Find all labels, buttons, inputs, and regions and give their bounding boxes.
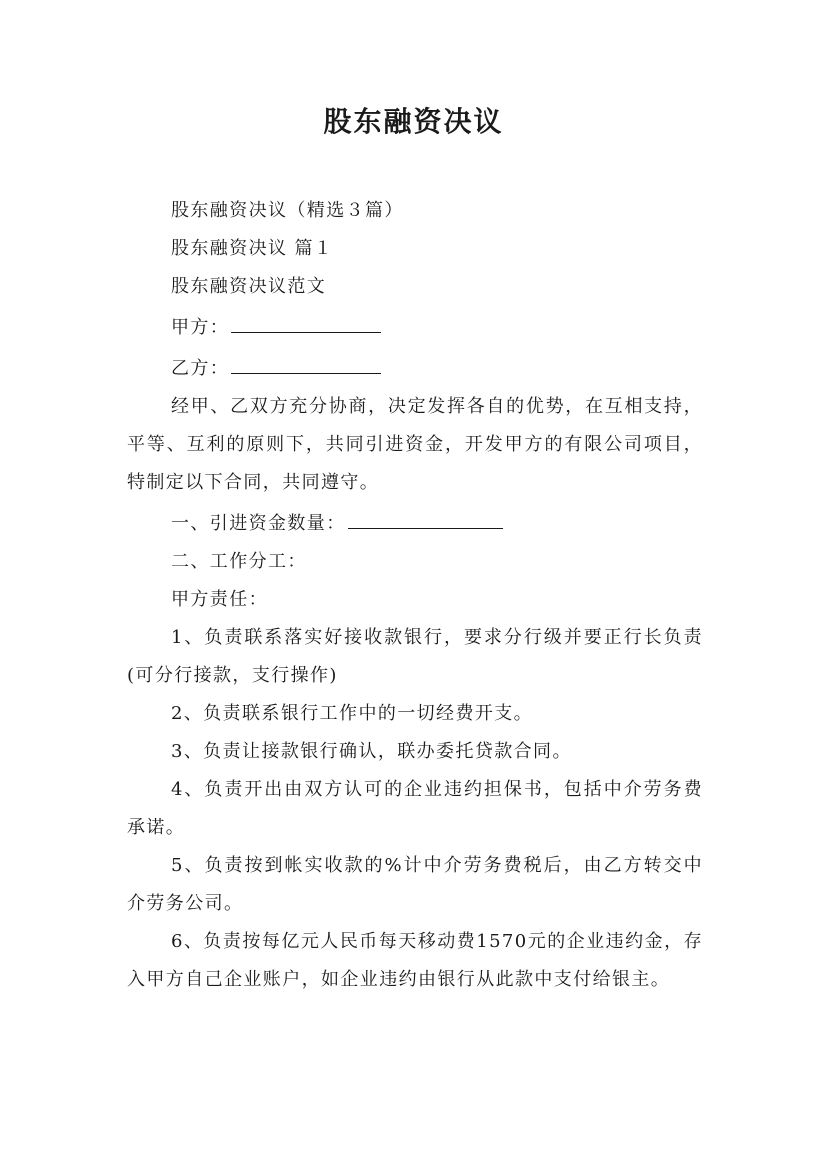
- paragraph-section-heading: 股东融资决议 篇１: [171, 238, 334, 259]
- paragraph-preamble: 经甲、乙双方充分协商，决定发挥各自的优势，在互相支持，平等、互利的原则下，共同引进资金，开发甲方的有限公司项目，特制定以下合同，共同遵守。: [127, 396, 703, 493]
- paragraph-duty-5: 5、负责按到帐实收款的%计中介劳务费税后，由乙方转交中介劳务公司。: [127, 855, 703, 914]
- paragraph-duty-3: 3、负责让接款银行确认，联办委托贷款合同。: [171, 741, 572, 762]
- funding-amount-label: 一、引进资金数量：: [171, 513, 346, 534]
- document-body: [127, 192, 703, 999]
- party-a-label: 甲方：: [171, 317, 230, 338]
- party-b-blank-line: [231, 347, 381, 374]
- paragraph-duty-2: 2、负责联系银行工作中的一切经费开支。: [171, 703, 534, 724]
- paragraph-party-b: [127, 347, 703, 388]
- paragraph-duty-1: 1、负责联系落实好接收款银行，要求分行级并要正行长负责(可分行接款，支行操作): [127, 627, 703, 686]
- party-a-blank-line: [231, 306, 381, 333]
- paragraph-funding-amount: [127, 502, 703, 543]
- paragraph-duty-6: 6、负责按每亿元人民币每天移动费1570元的企业违约金，存入甲方自己企业账户，如企业违约由银行从此款中支付给银主。: [127, 931, 703, 990]
- paragraph-work-division: 二、工作分工：: [171, 551, 307, 572]
- document-title: 股东融资决议: [323, 105, 504, 138]
- paragraph-template-heading: 股东融资决议范文: [171, 276, 327, 297]
- funding-amount-blank-line: [348, 502, 503, 529]
- paragraph-party-a: [127, 306, 703, 347]
- paragraph-party-a-duties: 甲方责任：: [171, 589, 268, 610]
- party-b-label: 乙方：: [171, 358, 230, 379]
- paragraph-duty-4: 4、负责开出由双方认可的企业违约担保书，包括中介劳务费承诺。: [127, 779, 703, 838]
- paragraph-subtitle: 股东融资决议（精选３篇）: [171, 200, 404, 221]
